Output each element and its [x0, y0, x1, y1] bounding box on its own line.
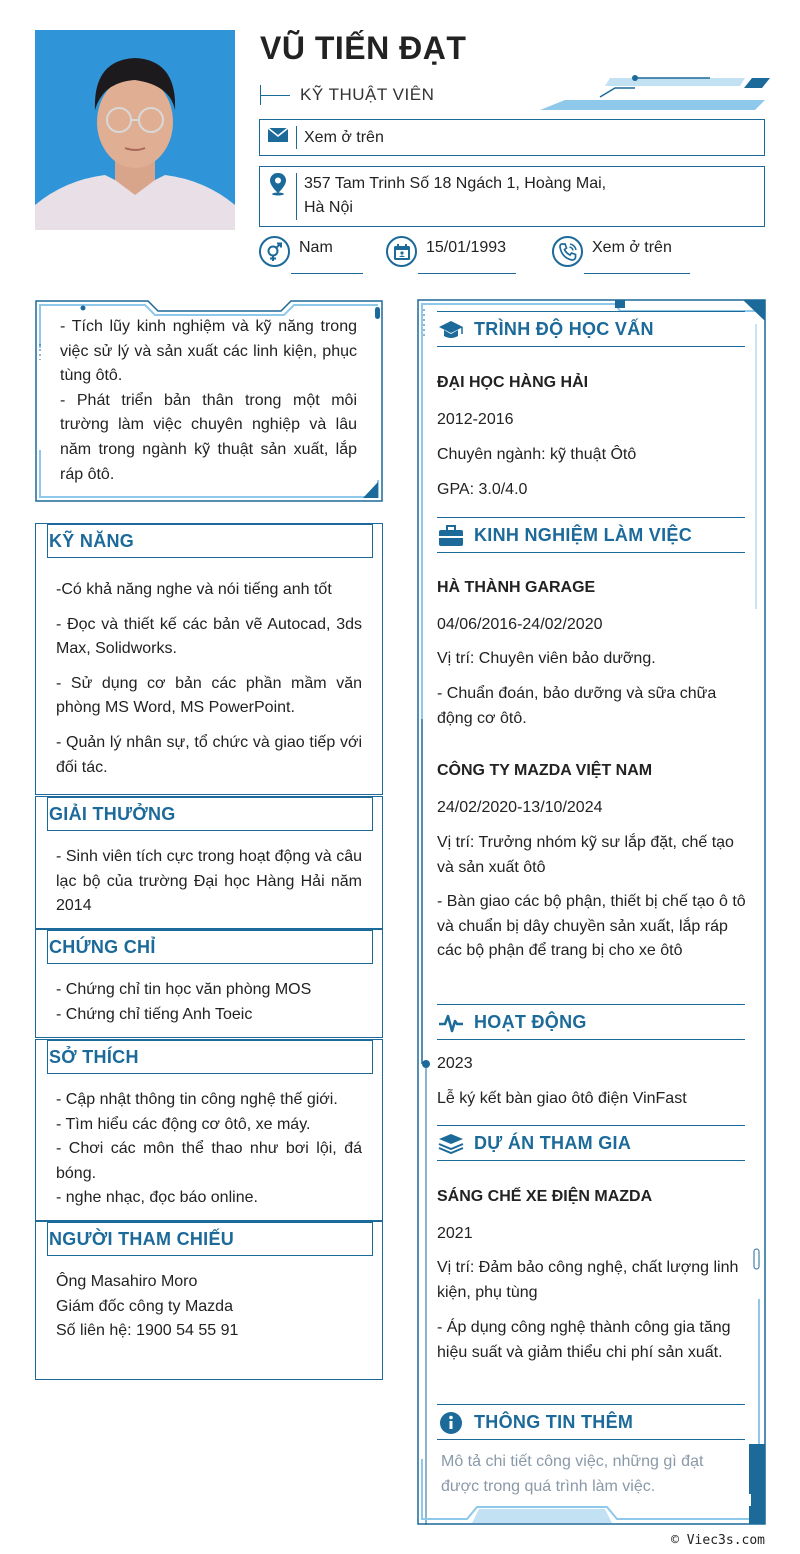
hobby-item: - Tìm hiểu các động cơ ôtô, xe máy. [56, 1115, 311, 1133]
heartbeat-icon [437, 1011, 465, 1035]
skill-item: -Có khả năng nghe và nói tiếng anh tốt [56, 581, 332, 598]
objective-line-2: - Phát triển bản thân trong một môi trường làm việc chuyên nghiệp và lâu năm trong ngành kỹ thuật sản xuất, lắp ráp ôtô. [60, 391, 357, 483]
activities-heading-bar [437, 1004, 745, 1040]
calendar-icon [386, 236, 417, 267]
birthday-field [386, 236, 516, 274]
experience-heading-bar [437, 517, 745, 553]
hobby-item: - nghe nhạc, đọc báo online. [56, 1189, 258, 1207]
candidate-name: VŨ TIẾN ĐẠT [260, 30, 467, 66]
reference-position: Giám đốc công ty Mazda [56, 1297, 233, 1315]
additional-heading: THÔNG TIN THÊM [474, 1412, 634, 1432]
certificates-section [35, 929, 383, 1038]
gender-value: Nam [299, 239, 333, 256]
phone-value: Xem ở trên [592, 239, 672, 256]
address-line-2: Hà Nội [304, 199, 353, 216]
graduation-cap-icon [437, 318, 465, 342]
job-description: - Bàn giao các bộ phận, thiết bị chế tạo ô tô và chuẩn bị dây chuyền sản xuất, lắp ráp các bộ phận để trang bị cho xe ôtô [437, 893, 746, 960]
references-heading: NGƯỜI THAM CHIẾU [49, 1229, 235, 1249]
education-major: Chuyên ngành: kỹ thuật Ôtô [437, 446, 637, 463]
skill-item: - Quản lý nhân sự, tổ chức và giao tiếp với đối tác. [56, 733, 362, 776]
education-gpa: GPA: 3.0/4.0 [437, 481, 528, 498]
skills-section [35, 523, 383, 795]
certificate-item: - Chứng chỉ tiếng Anh Toeic [56, 1005, 253, 1023]
experience-heading: KINH NGHIỆM LÀM VIỆC [474, 525, 693, 545]
reference-name: Ông Masahiro Moro [56, 1273, 198, 1290]
career-objective [35, 300, 383, 502]
title-accent-line [260, 85, 292, 105]
hobbies-heading: SỞ THÍCH [49, 1047, 139, 1067]
project-year: 2021 [437, 1225, 473, 1242]
profile-photo [35, 30, 235, 230]
project-name: SÁNG CHẾ XE ĐIỆN MAZDA [437, 1188, 653, 1205]
job-title: KỸ THUẬT VIÊN [300, 85, 435, 104]
projects-heading-bar [437, 1125, 745, 1161]
additional-placeholder[interactable]: Mô tả chi tiết công việc, những gì đạt được trong quá trình làm việc. [441, 1453, 704, 1495]
address-line-1: 357 Tam Trinh Số 18 Ngách 1, Hoàng Mai, [304, 175, 607, 192]
skill-item: - Đọc và thiết kế các bản vẽ Autocad, 3ds Max, Solidworks. [56, 615, 362, 658]
projects-heading: DỰ ÁN THAM GIA [474, 1133, 632, 1153]
gender-field [259, 236, 363, 274]
education-heading: TRÌNH ĐỘ HỌC VẤN [474, 319, 654, 339]
hobbies-heading-box [47, 1040, 373, 1074]
activity-year: 2023 [437, 1055, 473, 1072]
additional-heading-bar [437, 1404, 745, 1440]
phone-field [552, 236, 692, 274]
email-value: Xem ở trên [304, 129, 384, 146]
job-company: HÀ THÀNH GARAGE [437, 579, 596, 596]
project-position: Vị trí: Đảm bảo công nghệ, chất lượng linh kiện, phụ tùng [437, 1259, 739, 1301]
awards-heading: GIẢI THƯỞNG [49, 804, 176, 824]
phone-icon [552, 236, 583, 267]
references-heading-box [47, 1222, 373, 1256]
project-description: - Áp dụng công nghệ thành công gia tăng hiệu suất và giảm thiểu chi phí sản xuất. [437, 1319, 731, 1361]
job-period: 24/02/2020-13/10/2024 [437, 799, 603, 816]
header-decoration [540, 72, 770, 114]
job-description: - Chuẩn đoán, bảo dưỡng và sữa chữa động cơ ôtô. [437, 685, 717, 727]
map-pin-icon [260, 172, 296, 196]
job-position: Vị trí: Chuyên viên bảo dưỡng. [437, 650, 656, 667]
envelope-icon [260, 126, 296, 144]
activity-description: Lễ ký kết bàn giao ôtô điện VinFast [437, 1090, 687, 1107]
job-position: Vị trí: Trưởng nhóm kỹ sư lắp đặt, chế tạo và sản xuất ôtô [437, 834, 734, 876]
certificate-item: - Chứng chỉ tin học văn phòng MOS [56, 981, 312, 998]
certificates-heading: CHỨNG CHỈ [49, 937, 156, 957]
birthday-value: 15/01/1993 [426, 239, 507, 256]
certificates-heading-box [47, 930, 373, 964]
skill-item: - Sử dụng cơ bản các phần mầm văn phòng MS Word, MS PowerPoint. [56, 674, 362, 717]
education-heading-bar [437, 311, 745, 347]
activities-heading: HOẠT ĐỘNG [474, 1012, 587, 1032]
references-section [35, 1221, 383, 1380]
footer-copyright: © Viec3s.com [671, 1533, 765, 1548]
skills-heading: KỸ NĂNG [49, 531, 135, 551]
education-period: 2012-2016 [437, 411, 514, 428]
objective-line-1: - Tích lũy kinh nghiệm và kỹ năng trong việc sử lý và sản xuất các linh kiện, phục tùng ôtô. [60, 318, 357, 385]
briefcase-icon [437, 524, 465, 548]
awards-section [35, 796, 383, 929]
info-icon [437, 1411, 465, 1435]
education-school: ĐẠI HỌC HÀNG HẢI [437, 374, 589, 391]
hobbies-section [35, 1039, 383, 1221]
reference-phone: Số liên hệ: 1900 54 55 91 [56, 1322, 239, 1340]
email-field [259, 119, 765, 156]
address-field [259, 166, 765, 227]
hobby-item: - Chơi các môn thể thao như bơi lội, đá bóng. [56, 1140, 362, 1182]
awards-heading-box [47, 797, 373, 831]
award-item: - Sinh viên tích cực trong hoạt động và câu lạc bộ của trường Đại học Hàng Hải năm 2014 [56, 848, 362, 915]
job-company: CÔNG TY MAZDA VIỆT NAM [437, 762, 653, 779]
hobby-item: - Cập nhật thông tin công nghệ thế giới. [56, 1091, 338, 1108]
layers-icon [437, 1132, 465, 1156]
gender-icon [259, 236, 290, 267]
job-period: 04/06/2016-24/02/2020 [437, 616, 603, 633]
job-title-row [260, 82, 434, 108]
skills-heading-box [47, 524, 373, 558]
